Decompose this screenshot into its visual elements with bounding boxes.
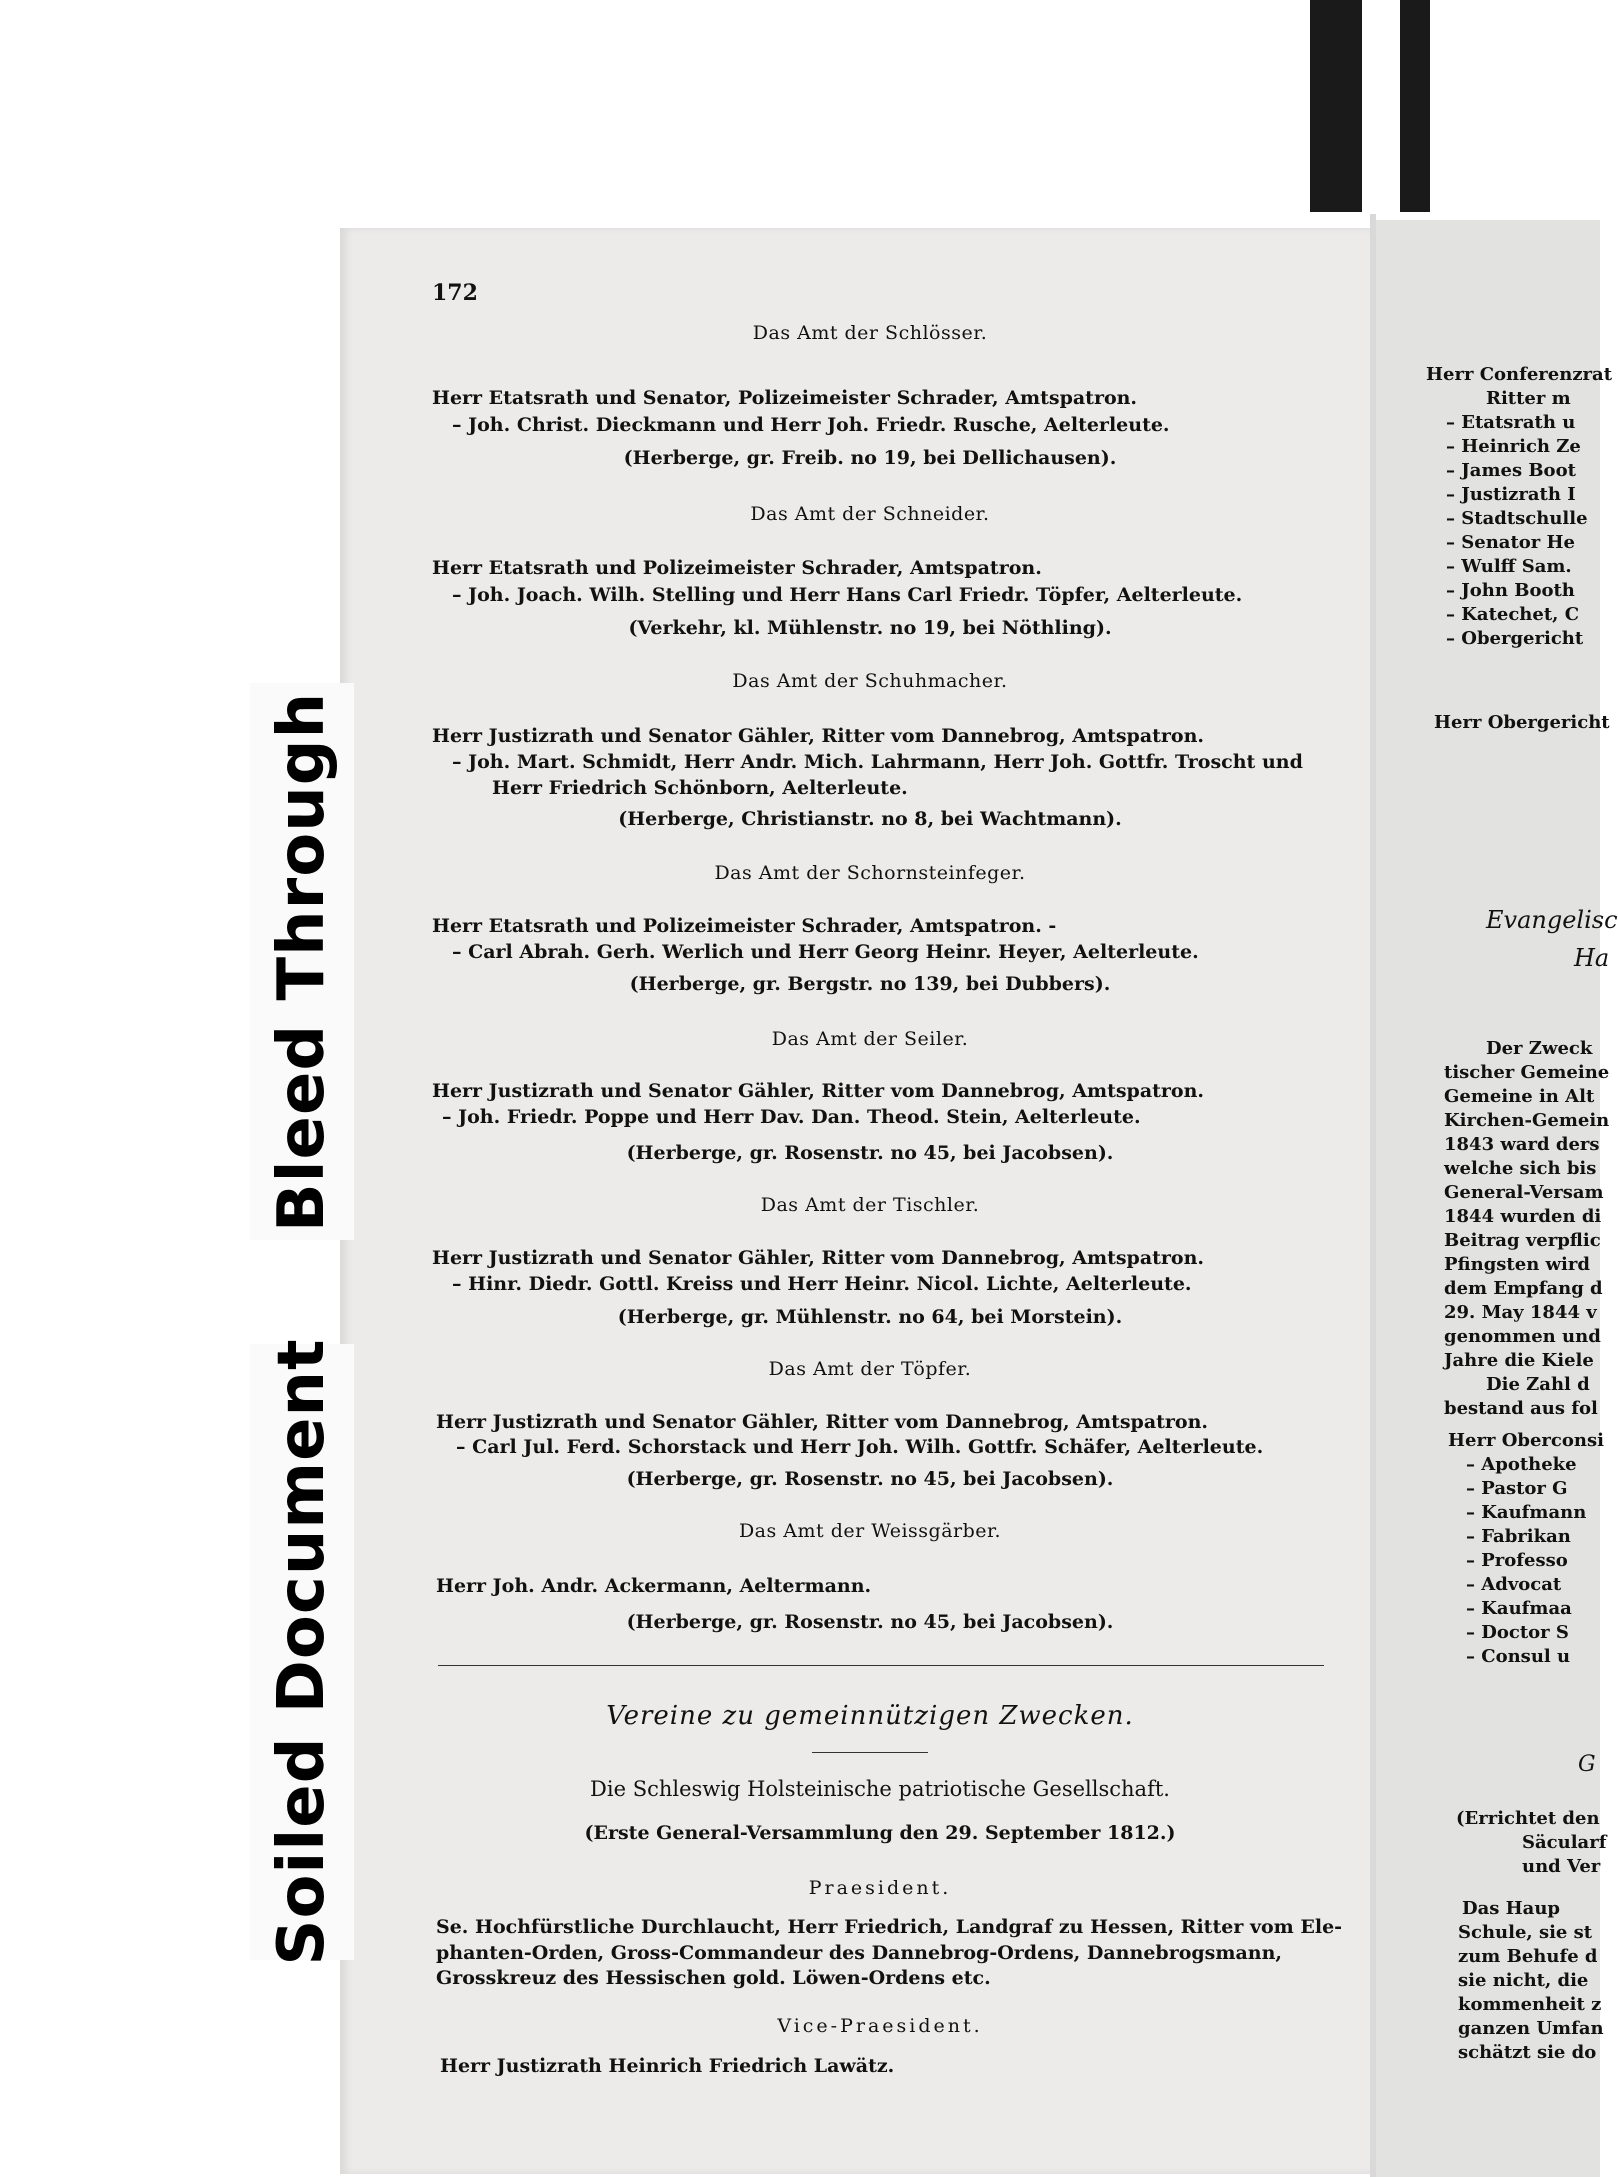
right-para: 1843 ward ders xyxy=(1444,1134,1600,1155)
soiled-document-text: Soiled Document xyxy=(265,1338,339,1966)
section-title: Das Amt der Töpfer. xyxy=(768,1358,972,1380)
binding-shadow-right xyxy=(1400,0,1430,212)
right-line: – Etatsrath u xyxy=(1446,412,1576,433)
right-list: Herr Oberconsi xyxy=(1448,1430,1604,1451)
right-bottom: Schule, sie st xyxy=(1458,1922,1593,1943)
vereine-title: Vereine zu gemeinnützigen Zwecken. xyxy=(606,1701,1134,1731)
right-err: (Errichtet den xyxy=(1456,1808,1600,1829)
short-divider xyxy=(812,1752,928,1753)
right-line: – Katechet, C xyxy=(1446,604,1580,625)
section-line: – Carl Abrah. Gerh. Werlich und Herr Georg Heinr. Heyer, Aelterleute. xyxy=(452,941,1199,963)
section-title: Das Amt der Schornsteinfeger. xyxy=(714,862,1026,884)
right-list: – Fabrikan xyxy=(1466,1526,1571,1547)
section-herberge: (Herberge, Christianstr. no 8, bei Wachtmann). xyxy=(618,808,1122,830)
section-line: Herr Joh. Andr. Ackermann, Aeltermann. xyxy=(436,1575,872,1597)
page-number: 172 xyxy=(432,280,478,306)
right-list: – Doctor S xyxy=(1466,1622,1569,1643)
right-heading: G xyxy=(1578,1752,1596,1777)
right-line: – James Boot xyxy=(1446,460,1576,481)
right-err: Säcularf xyxy=(1522,1832,1607,1853)
section-line: – Hinr. Diedr. Gottl. Kreiss und Herr Heinr. Nicol. Lichte, Aelterleute. xyxy=(452,1273,1192,1295)
society-title: Die Schleswig Holsteinische patriotische Gesellschaft. xyxy=(590,1777,1170,1801)
right-bottom: kommenheit z xyxy=(1458,1994,1602,2015)
bleed-through-text: Bleed Through xyxy=(265,691,339,1232)
bleed-through-label xyxy=(250,683,354,1240)
section-title: Das Amt der Schuhmacher. xyxy=(732,670,1008,692)
right-para: Beitrag verpflic xyxy=(1444,1230,1601,1251)
right-para: dem Empfang d xyxy=(1444,1278,1603,1299)
section-herberge: (Herberge, gr. Rosenstr. no 45, bei Jacobsen). xyxy=(626,1468,1114,1490)
section-line: – Joh. Joach. Wilh. Stelling und Herr Hans Carl Friedr. Töpfer, Aelterleute. xyxy=(452,584,1243,606)
right-para: Jahre die Kiele xyxy=(1444,1350,1594,1371)
right-bottom: zum Behufe d xyxy=(1458,1946,1598,1967)
binding-shadow xyxy=(1310,0,1362,212)
right-err: und Ver xyxy=(1522,1856,1601,1877)
section-line: Herr Justizrath und Senator Gähler, Ritter vom Dannebrog, Amtspatron. xyxy=(432,1247,1205,1269)
right-para: welche sich bis xyxy=(1444,1158,1597,1179)
section-title: Das Amt der Seiler. xyxy=(771,1028,969,1050)
section-line: Herr Etatsrath und Polizeimeister Schrader, Amtspatron. xyxy=(432,557,1042,579)
praesident-line: Grosskreuz des Hessischen gold. Löwen-Ordens etc. xyxy=(436,1967,991,1989)
right-line: – Obergericht xyxy=(1446,628,1584,649)
section-herberge: (Herberge, gr. Rosenstr. no 45, bei Jacobsen). xyxy=(626,1611,1114,1633)
right-list: – Professo xyxy=(1466,1550,1568,1571)
vice-line: Herr Justizrath Heinrich Friedrich Lawätz. xyxy=(440,2055,895,2077)
right-line: – Stadtschulle xyxy=(1446,508,1588,529)
section-line: Herr Friedrich Schönborn, Aelterleute. xyxy=(492,777,908,799)
right-heading: Evangelisc xyxy=(1486,906,1618,934)
divider xyxy=(438,1665,1324,1666)
right-list: – Kaufmaa xyxy=(1466,1598,1572,1619)
right-para: bestand aus fol xyxy=(1444,1398,1598,1419)
right-list: – Pastor G xyxy=(1466,1478,1568,1499)
right-list: – Kaufmann xyxy=(1466,1502,1587,1523)
right-line: – Senator He xyxy=(1446,532,1575,553)
section-herberge: (Herberge, gr. Rosenstr. no 45, bei Jacobsen). xyxy=(626,1142,1114,1164)
right-para: Die Zahl d xyxy=(1486,1374,1590,1395)
right-line: – Heinrich Ze xyxy=(1446,436,1581,457)
right-line: – Wulff Sam. xyxy=(1446,556,1572,577)
right-line: Herr Obergericht xyxy=(1434,712,1610,733)
vice-heading: Vice-Praesident. xyxy=(777,2015,983,2037)
section-line: – Joh. Christ. Dieckmann und Herr Joh. Friedr. Rusche, Aelterleute. xyxy=(452,414,1170,436)
right-para: tischer Gemeine xyxy=(1444,1062,1610,1083)
section-line: Herr Justizrath und Senator Gähler, Ritter vom Dannebrog, Amtspatron. xyxy=(432,725,1205,747)
right-para: 29. May 1844 v xyxy=(1444,1302,1597,1323)
right-bottom: sie nicht, die xyxy=(1458,1970,1589,1991)
right-para: Der Zweck xyxy=(1486,1038,1593,1059)
praesident-line: Se. Hochfürstliche Durchlaucht, Herr Friedrich, Landgraf zu Hessen, Ritter vom Ele- xyxy=(436,1916,1343,1938)
society-subtitle: (Erste General-Versammlung den 29. September 1812.) xyxy=(584,1822,1176,1844)
right-para: Kirchen-Gemein xyxy=(1444,1110,1610,1131)
section-herberge: (Herberge, gr. Mühlenstr. no 64, bei Morstein). xyxy=(617,1306,1123,1328)
right-line: Herr Conferenzrat xyxy=(1426,364,1613,385)
right-para: 1844 wurden di xyxy=(1444,1206,1602,1227)
section-line: – Joh. Mart. Schmidt, Herr Andr. Mich. Lahrmann, Herr Joh. Gottfr. Troscht und xyxy=(452,751,1303,773)
right-line: – John Booth xyxy=(1446,580,1575,601)
right-para: Gemeine in Alt xyxy=(1444,1086,1595,1107)
right-bottom: Das Haup xyxy=(1462,1898,1561,1919)
section-line: Herr Justizrath und Senator Gähler, Ritter vom Dannebrog, Amtspatron. xyxy=(432,1080,1205,1102)
section-herberge: (Verkehr, kl. Mühlenstr. no 19, bei Nöthling). xyxy=(628,617,1112,639)
praesident-heading: Praesident. xyxy=(808,1877,952,1899)
section-title: Das Amt der Tischler. xyxy=(760,1194,980,1216)
section-herberge: (Herberge, gr. Bergstr. no 139, bei Dubbers). xyxy=(629,973,1111,995)
soiled-document-label xyxy=(250,1338,354,1966)
section-title: Das Amt der Weissgärber. xyxy=(738,1520,1002,1542)
right-bottom: ganzen Umfan xyxy=(1458,2018,1604,2039)
right-heading: Ha xyxy=(1574,944,1610,972)
section-line: Herr Etatsrath und Senator, Polizeimeister Schrader, Amtspatron. xyxy=(432,387,1138,409)
right-list: – Apotheke xyxy=(1466,1454,1577,1475)
section-line: – Carl Jul. Ferd. Schorstack und Herr Joh. Wilh. Gottfr. Schäfer, Aelterleute. xyxy=(456,1436,1264,1458)
praesident-line: phanten-Orden, Gross-Commandeur des Dannebrog-Ordens, Dannebrogsmann, xyxy=(436,1942,1283,1964)
right-para: General-Versam xyxy=(1444,1182,1604,1203)
right-line: – Justizrath I xyxy=(1446,484,1576,505)
section-herberge: (Herberge, gr. Freib. no 19, bei Dellichausen). xyxy=(623,447,1117,469)
right-bottom: schätzt sie do xyxy=(1458,2042,1597,2063)
right-list: – Consul u xyxy=(1466,1646,1571,1667)
section-line: – Joh. Friedr. Poppe und Herr Dav. Dan. Theod. Stein, Aelterleute. xyxy=(442,1106,1141,1128)
right-para: Pfingsten wird xyxy=(1444,1254,1590,1275)
section-title: Das Amt der Schneider. xyxy=(750,503,990,525)
right-para: genommen und xyxy=(1444,1326,1601,1347)
section-line: Herr Etatsrath und Polizeimeister Schrader, Amtspatron. - xyxy=(432,915,1057,937)
right-line: Ritter m xyxy=(1486,388,1571,409)
right-list: – Advocat xyxy=(1466,1574,1562,1595)
section-line: Herr Justizrath und Senator Gähler, Ritter vom Dannebrog, Amtspatron. xyxy=(436,1411,1209,1433)
section-title: Das Amt der Schlösser. xyxy=(752,322,988,344)
